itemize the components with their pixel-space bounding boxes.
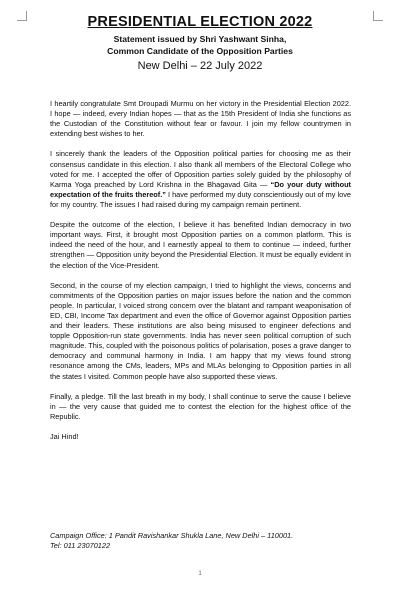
contact-footer: [50, 531, 351, 551]
paragraph-text: I have performed my duty conscientiously out of my love for my country. The issues I had raised during my campaign remain pertinent.: [50, 189, 351, 209]
paragraph-thanks: [50, 149, 351, 210]
closing-salutation: Jai Hind!: [50, 432, 79, 442]
paragraph-democracy: Despite the outcome of the election, I believe it has benefited Indian democracy in two important ways. First, it brought most Opposition parties on a common platform. This is indeed the need of the hour, and I earnestly appeal to them to continue — indeed, further strengthen — Opposition unity beyond the Presidential Election. It must be equally evident in the election of the Vice-President.: [50, 220, 351, 270]
paragraph-text: I sincerely thank the leaders of the Opposition political parties for choosing me as their consensus candidate in this election. I also thank all members of the Electoral College who voted for me. I accepted the offer of Opposition parties solely guided by the philosophy of Karma Yoga preached by Lord Krishna in the Bhagavad Gita —: [50, 149, 351, 189]
statement-byline: Statement issued by Shri Yashwant Sinha,: [113, 34, 287, 44]
paragraph-campaign: Second, in the course of my election campaign, I tried to highlight the views, concerns and commitments of the Opposition parties on major issues before the nation and the common people. In particular, I voiced strong concern over the blatant and rampant weaponisation of ED, CBI, Income Tax department and even the office of Governor against Opposition parties and their leaders. These institutions are also being misused to engineer defections and topple Opposition-run state governments. India has never seen political corruption of such magnitude. This, coupled with the poisonous politics of polarisation, poses a grave danger to democracy and communal harmony in India. I am happy that my views found strong resonance among the CMs, leaders, MPs and MLAs belonging to Opposition parties in all the states I visited. Common people have also supported these views.: [50, 280, 351, 381]
candidate-subtitle: Common Candidate of the Opposition Parties: [107, 46, 293, 56]
paragraph-congratulations: I heartily congratulate Smt Droupadi Murmu on her victory in the Presidential Election 2022. I hope — indeed, every Indian hopes — that as the 15th President of India she functions as the Custodian of the Constitution without fear or favour. I join my fellow countrymen in extending best wishes to her.: [50, 99, 351, 139]
gita-quote: “Do your duty without expectation of the fruits thereof.”: [50, 179, 352, 199]
page-number: 1: [198, 570, 202, 577]
document-title: PRESIDENTIAL ELECTION 2022: [87, 14, 313, 30]
campaign-office-address: Campaign Office: 1 Pandit Ravishankar Shukla Lane, New Delhi – 110001.: [50, 531, 294, 540]
telephone-number: Tel: 011 23070122: [50, 541, 111, 551]
document-header: [0, 14, 400, 72]
dateline: New Delhi – 22 July 2022: [137, 60, 263, 72]
paragraph-pledge: Finally, a pledge. Till the last breath in my body, I shall continue to serve the cause I believe in — the very cause that guided me to contest the election for the highest office of the Republic.: [50, 391, 351, 421]
statement-body: [50, 99, 351, 442]
